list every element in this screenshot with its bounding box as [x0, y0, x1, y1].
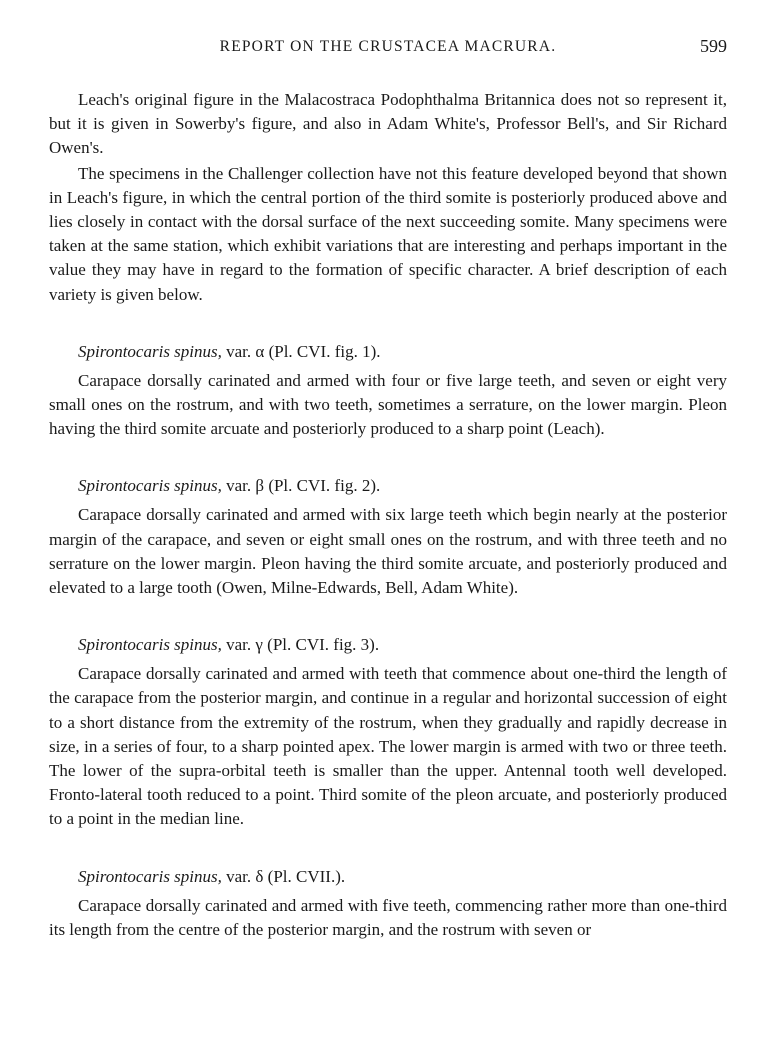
variety-description: Carapace dorsally carinated and armed with four or five large teeth, and seven or eight very small ones on the rostrum, and with two teeth, sometimes a serrature, on the lower margin. Pleon having the third somite arcuate and posteriorly produced to a sharp point (Leach).: [49, 370, 727, 439]
variety-heading: [49, 633, 727, 657]
variety-heading: [49, 474, 727, 498]
plate-reference: (Pl. CVII.).: [267, 866, 346, 886]
page-number: 599: [700, 36, 727, 56]
variety-description: Carapace dorsally carinated and armed with teeth that commence about one-third the length of the carapace from the posterior margin, and continue in a regular and horizontal succession of eight to a short distance from the extremity of the rostrum, when they gradually and rapidly decrease in size, in a series of four, to a sharp pointed apex. The lower margin is armed with two or three teeth. The lower of the supra-orbital teeth is smaller than the upper. Antennal tooth well developed. Fronto-lateral tooth reduced to a point. Third somite of the pleon arcuate, and posteriorly produced to a point in the median line.: [49, 664, 727, 829]
species-name: Spirontocaris spinus,: [78, 476, 222, 496]
variety-heading: [49, 865, 727, 889]
plate-reference: (Pl. CVI. fig. 1).: [268, 341, 381, 361]
running-title: REPORT ON THE CRUSTACEA MACRURA.: [219, 38, 557, 55]
variety-description: Carapace dorsally carinated and armed with six large teeth which begin nearly at the posterior margin of the carapace, and seven or eight small ones on the rostrum, and with three teeth and no serrature on the lower margin. Pleon having the third somite arcuate, and posteriorly produced and elevated to a large tooth (Owen, Milne-Edwards, Bell, Adam White).: [49, 505, 727, 598]
variety-label: var. γ: [226, 635, 263, 655]
variety-label: var. δ: [226, 866, 264, 886]
plate-reference: (Pl. CVI. fig. 2).: [268, 476, 381, 496]
species-name: Spirontocaris spinus,: [78, 866, 222, 886]
page-header: [49, 38, 727, 68]
page: [49, 38, 727, 942]
plate-reference: (Pl. CVI. fig. 3).: [267, 635, 380, 655]
intro-paragraph: Leach's original figure in the Malacostraca Podophthalma Britannica does not so represent it, but it is given in Sowerby's figure, and also in Adam White's, Professor Bell's, and Sir Richard Owen's.: [49, 90, 727, 158]
intro-paragraph: The specimens in the Challenger collection have not this feature developed beyond that shown in Leach's figure, in which the central portion of the third somite is posteriorly produced above and lies closely in contact with the dorsal surface of the next succeeding somite. Many specimens were taken at the same station, which exhibit variations that are interesting and perhaps important in the value they may have in regard to the formation of specific character. A brief description of each variety is given below.: [49, 163, 727, 304]
species-name: Spirontocaris spinus,: [78, 635, 222, 655]
species-name: Spirontocaris spinus,: [78, 341, 222, 361]
variety-heading: [49, 340, 727, 364]
variety-label: var. α: [226, 341, 265, 361]
variety-description: Carapace dorsally carinated and armed with five teeth, commencing rather more than one-third its length from the centre of the posterior margin, and the rostrum with seven or: [49, 895, 727, 939]
variety-label: var. β: [226, 476, 265, 496]
